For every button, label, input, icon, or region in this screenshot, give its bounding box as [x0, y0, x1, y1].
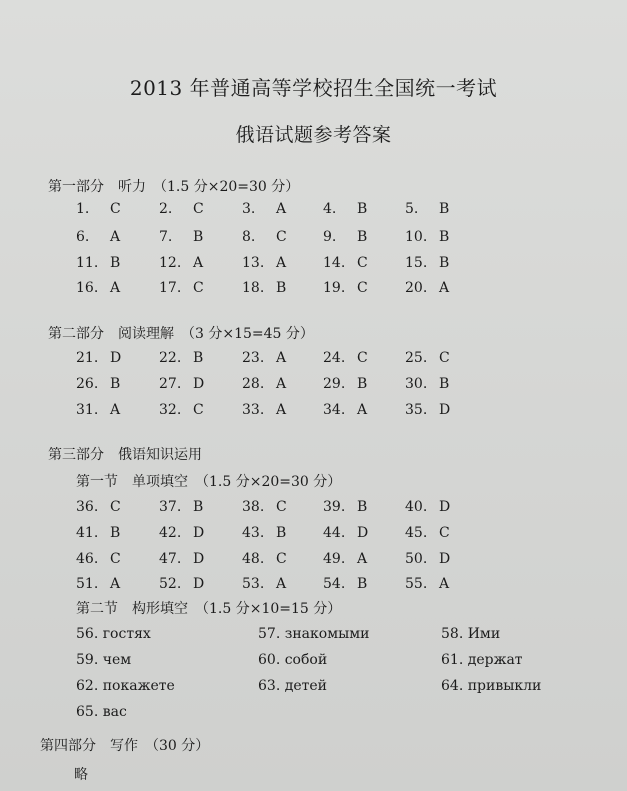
answer-letter: B: [439, 201, 450, 217]
answer-item: [323, 201, 368, 217]
answer-letter: B: [276, 525, 287, 541]
word-form-answer: 62. покажете: [76, 678, 175, 694]
answer-letter: B: [193, 350, 204, 366]
question-number: 47.: [159, 551, 182, 567]
word-form-answer: 59. чем: [76, 652, 132, 668]
question-number: 18.: [242, 280, 265, 296]
answer-item: [76, 525, 121, 541]
answer-item: [159, 280, 204, 296]
question-number: 28.: [242, 376, 265, 392]
answer-item: [159, 576, 205, 592]
answer-letter: B: [357, 499, 368, 515]
answer-item: [323, 402, 368, 418]
question-number: 25.: [405, 350, 428, 366]
part4-heading: 第四部分 写作 （30 分）: [40, 738, 210, 754]
answer-item: [159, 229, 204, 245]
answer-item: [242, 525, 287, 541]
word-form-answer: 64. привыкли: [441, 678, 542, 694]
answer-letter: D: [193, 576, 205, 592]
answer-letter: C: [276, 229, 287, 245]
answer-item: [159, 525, 205, 541]
part4-body: 略: [74, 767, 88, 783]
answer-item: [159, 402, 204, 418]
question-number: 13.: [242, 255, 265, 271]
answer-item: [323, 376, 368, 392]
answer-letter: B: [357, 201, 368, 217]
answer-letter: A: [439, 280, 450, 296]
answer-letter: A: [110, 229, 121, 245]
answer-item: [405, 280, 450, 296]
answer-item: [242, 376, 287, 392]
answer-letter: D: [439, 499, 451, 515]
answer-letter: B: [357, 576, 368, 592]
answer-letter: A: [193, 255, 204, 271]
question-number: 32.: [159, 402, 182, 418]
answer-item: [242, 499, 287, 515]
answer-item: [323, 576, 368, 592]
answer-item: [76, 551, 121, 567]
page-subtitle: 俄语试题参考答案: [235, 124, 392, 146]
answer-letter: C: [357, 255, 368, 271]
answer-item: [159, 551, 205, 567]
question-number: 51.: [76, 576, 99, 592]
answer-item: [405, 499, 451, 515]
question-number: 27.: [159, 376, 182, 392]
answer-letter: D: [193, 525, 205, 541]
question-number: 10.: [405, 229, 428, 245]
question-number: 42.: [159, 525, 182, 541]
question-number: 50.: [405, 551, 428, 567]
answer-letter: B: [439, 255, 450, 271]
answer-item: [323, 525, 369, 541]
answer-item: [76, 229, 121, 245]
answer-item: [323, 255, 368, 271]
question-number: 24.: [323, 350, 346, 366]
question-number: 1.: [76, 201, 90, 217]
question-number: 55.: [405, 576, 428, 592]
answer-letter: B: [357, 376, 368, 392]
answer-letter: A: [110, 402, 121, 418]
answer-letter: C: [193, 280, 204, 296]
question-number: 23.: [242, 350, 265, 366]
answer-letter: A: [110, 576, 121, 592]
answer-item: [76, 350, 122, 366]
answer-letter: C: [193, 201, 204, 217]
answer-letter: A: [357, 402, 368, 418]
question-number: 2.: [159, 201, 173, 217]
answer-item: [405, 376, 450, 392]
question-number: 39.: [323, 499, 346, 515]
question-number: 22.: [159, 350, 182, 366]
question-number: 53.: [242, 576, 265, 592]
question-number: 7.: [159, 229, 173, 245]
question-number: 46.: [76, 551, 99, 567]
answer-item: [242, 201, 287, 217]
answer-item: [323, 229, 368, 245]
question-number: 5.: [405, 201, 419, 217]
answer-letter: D: [357, 525, 369, 541]
question-number: 12.: [159, 255, 182, 271]
answer-letter: C: [110, 499, 121, 515]
answer-letter: B: [357, 229, 368, 245]
answer-item: [76, 201, 121, 217]
word-form-answer: 56. гостях: [76, 626, 151, 642]
answer-letter: A: [439, 576, 450, 592]
part2-heading: 第二部分 阅读理解 （3 分×15=45 分）: [48, 326, 314, 342]
question-number: 11.: [76, 255, 99, 271]
answer-letter: B: [110, 525, 121, 541]
answer-letter: A: [276, 350, 287, 366]
question-number: 33.: [242, 402, 265, 418]
question-number: 14.: [323, 255, 346, 271]
word-form-answer: 61. держат: [441, 652, 523, 668]
answer-letter: D: [193, 551, 205, 567]
answer-letter: D: [110, 350, 122, 366]
answer-letter: B: [110, 376, 121, 392]
answer-item: [76, 280, 121, 296]
answer-letter: A: [276, 255, 287, 271]
answer-item: [159, 376, 205, 392]
question-number: 38.: [242, 499, 265, 515]
question-number: 3.: [242, 201, 256, 217]
answer-item: [242, 576, 287, 592]
question-number: 16.: [76, 280, 99, 296]
answer-item: [242, 350, 287, 366]
answer-item: [323, 499, 368, 515]
answer-item: [159, 499, 204, 515]
answer-item: [242, 280, 287, 296]
word-form-answer: 58. Ими: [441, 626, 501, 642]
part3-section2-heading: 第二节 构形填空 （1.5 分×10=15 分）: [76, 601, 342, 617]
answer-item: [405, 229, 450, 245]
question-number: 21.: [76, 350, 99, 366]
answer-item: [323, 350, 368, 366]
answer-letter: A: [357, 551, 368, 567]
question-number: 48.: [242, 551, 265, 567]
answer-item: [159, 350, 204, 366]
question-number: 4.: [323, 201, 337, 217]
answer-item: [159, 255, 204, 271]
question-number: 19.: [323, 280, 346, 296]
answer-item: [242, 402, 287, 418]
question-number: 43.: [242, 525, 265, 541]
answer-letter: D: [439, 402, 451, 418]
question-number: 26.: [76, 376, 99, 392]
answer-letter: C: [439, 525, 450, 541]
answer-letter: A: [276, 402, 287, 418]
question-number: 17.: [159, 280, 182, 296]
answer-item: [242, 229, 287, 245]
answer-letter: B: [439, 229, 450, 245]
answer-item: [76, 402, 121, 418]
word-form-answer: 57. знакомыми: [258, 626, 370, 642]
answer-letter: D: [439, 551, 451, 567]
answer-item: [76, 499, 121, 515]
answer-item: [405, 402, 451, 418]
question-number: 40.: [405, 499, 428, 515]
question-number: 15.: [405, 255, 428, 271]
answer-item: [405, 551, 451, 567]
answer-letter: A: [276, 576, 287, 592]
page-title: 2013 年普通高等学校招生全国统一考试: [129, 76, 498, 100]
question-number: 45.: [405, 525, 428, 541]
answer-item: [76, 255, 121, 271]
answer-letter: C: [357, 280, 368, 296]
part1-heading: 第一部分 听力 （1.5 分×20=30 分）: [48, 179, 300, 195]
answer-letter: B: [193, 499, 204, 515]
answer-letter: B: [193, 229, 204, 245]
question-number: 30.: [405, 376, 428, 392]
question-number: 6.: [76, 229, 90, 245]
answer-letter: C: [357, 350, 368, 366]
answer-letter: C: [110, 551, 121, 567]
question-number: 36.: [76, 499, 99, 515]
word-form-answer: 65. вас: [76, 704, 127, 720]
answer-item: [405, 350, 450, 366]
question-number: 20.: [405, 280, 428, 296]
answer-letter: D: [193, 376, 205, 392]
answer-letter: C: [276, 551, 287, 567]
word-form-answer: 63. детей: [258, 678, 327, 694]
answer-item: [405, 201, 450, 217]
question-number: 34.: [323, 402, 346, 418]
answer-letter: A: [110, 280, 121, 296]
question-number: 35.: [405, 402, 428, 418]
answer-item: [405, 576, 450, 592]
question-number: 37.: [159, 499, 182, 515]
question-number: 8.: [242, 229, 256, 245]
question-number: 52.: [159, 576, 182, 592]
answer-letter: A: [276, 201, 287, 217]
question-number: 9.: [323, 229, 337, 245]
answer-letter: A: [276, 376, 287, 392]
answer-item: [405, 525, 450, 541]
answer-letter: B: [110, 255, 121, 271]
answer-letter: C: [193, 402, 204, 418]
answer-item: [242, 551, 287, 567]
answer-letter: C: [276, 499, 287, 515]
question-number: 49.: [323, 551, 346, 567]
answer-item: [323, 280, 368, 296]
answer-item: [323, 551, 368, 567]
answer-item: [76, 376, 121, 392]
answer-letter: B: [439, 376, 450, 392]
part3-heading: 第三部分 俄语知识运用: [48, 447, 202, 463]
answer-item: [76, 576, 121, 592]
answer-letter: C: [110, 201, 121, 217]
question-number: 54.: [323, 576, 346, 592]
question-number: 44.: [323, 525, 346, 541]
answer-item: [159, 201, 204, 217]
question-number: 41.: [76, 525, 99, 541]
answer-letter: B: [276, 280, 287, 296]
answer-letter: C: [439, 350, 450, 366]
answer-item: [242, 255, 287, 271]
answer-item: [405, 255, 450, 271]
part3-section1-heading: 第一节 单项填空 （1.5 分×20=30 分）: [76, 474, 342, 490]
question-number: 31.: [76, 402, 99, 418]
word-form-answer: 60. собой: [258, 652, 328, 668]
question-number: 29.: [323, 376, 346, 392]
